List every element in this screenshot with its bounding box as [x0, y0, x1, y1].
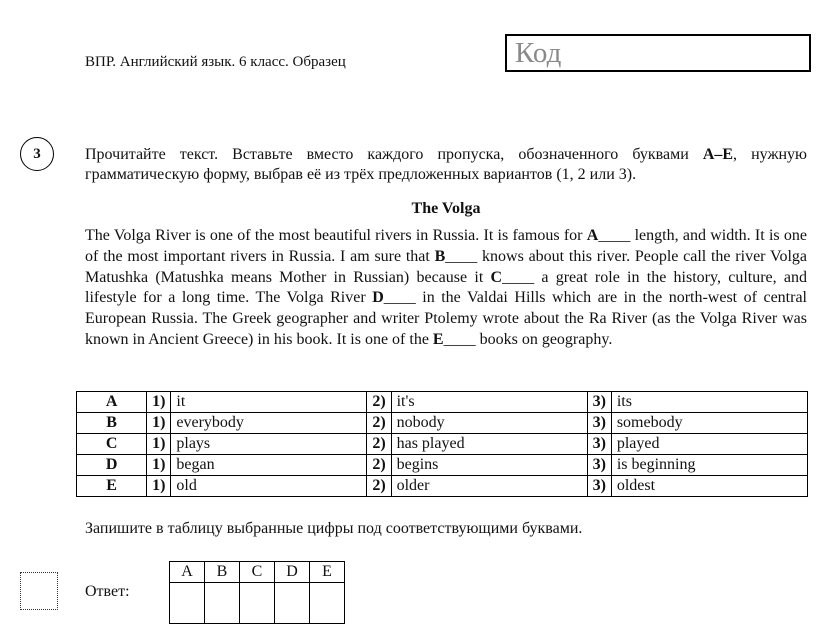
option-text: old [171, 476, 367, 497]
answer-label: Ответ: [85, 583, 130, 600]
gap-letter-b: B [434, 247, 446, 265]
option-number: 3) [587, 413, 611, 434]
option-number: 3) [587, 434, 611, 455]
option-text: played [611, 434, 807, 455]
answer-cell-a[interactable] [170, 583, 205, 624]
option-letter: B [77, 413, 147, 434]
option-number: 2) [367, 434, 391, 455]
option-number: 2) [367, 392, 391, 413]
option-letter: D [77, 455, 147, 476]
answer-grid-header [170, 562, 345, 583]
table-row [77, 434, 808, 455]
option-letter: E [77, 476, 147, 497]
instruction-text-start: Прочитайте текст. Вставьте вместо каждого пропуска, обозначенного буквами [85, 146, 703, 163]
option-text: it [171, 392, 367, 413]
code-field[interactable] [505, 34, 811, 72]
passage-segment: ____ a great role in the history, culture, and lifestyle for a long time. The Volga River [85, 268, 807, 307]
option-number: 1) [147, 392, 171, 413]
answer-cell-b[interactable] [205, 583, 240, 624]
option-text: somebody [611, 413, 807, 434]
options-table [76, 391, 808, 497]
passage-title: The Volga [411, 200, 481, 217]
option-number: 3) [587, 476, 611, 497]
option-number: 2) [367, 455, 391, 476]
option-text: plays [171, 434, 367, 455]
option-letter: A [77, 392, 147, 413]
answer-cell-c[interactable] [240, 583, 275, 624]
gap-letter-d: D [372, 289, 384, 307]
option-number: 1) [147, 476, 171, 497]
table-row [77, 413, 808, 434]
answer-cell-d[interactable] [275, 583, 310, 624]
option-number: 3) [587, 455, 611, 476]
option-text: has played [391, 434, 587, 455]
answer-column-header: E [310, 562, 345, 583]
option-number: 3) [587, 392, 611, 413]
option-number: 2) [367, 476, 391, 497]
answer-column-header: D [275, 562, 310, 583]
passage-text [85, 226, 807, 351]
option-text: nobody [391, 413, 587, 434]
option-number: 1) [147, 413, 171, 434]
passage-segment: ____ in the Valdai Hills which are in the north-west of central European Russia. The Greek geographer and writer Ptolemy wrote about the Ra River (as the Volga River was known in Ancient Greece) in his book. It is one of the [85, 289, 808, 348]
gap-letter-c: C [490, 268, 503, 286]
option-number: 1) [147, 455, 171, 476]
option-number: 2) [367, 413, 391, 434]
gap-letter-e: E [432, 330, 444, 348]
table-row [77, 392, 808, 413]
passage-segment: ____ length, and width. It is one of the most important rivers in Russia. I am sure that [85, 227, 807, 265]
table-row [77, 455, 808, 476]
answer-column-header: C [240, 562, 275, 583]
option-text: began [171, 455, 367, 476]
score-box [20, 572, 58, 610]
instruction-text-end: , нужную грамматическую форму, выбрав её из трёх предложенных вариантов (1, 2 или 3). [85, 146, 808, 183]
answer-column-header: A [170, 562, 205, 583]
task-number-badge: 3 [20, 137, 54, 171]
option-text: is beginning [611, 455, 807, 476]
option-text: its [611, 392, 807, 413]
option-number: 1) [147, 434, 171, 455]
passage-segment: The Volga River is one of the most beautiful rivers in Russia. It is famous for [85, 227, 587, 244]
gap-letter-a: A [586, 227, 599, 244]
answer-grid [169, 561, 345, 624]
passage-segment: ____ knows about this river. People call the river Volga Matushka (Matushka means Mother in Russian) because it [85, 247, 808, 286]
option-text: older [391, 476, 587, 497]
instruction-letters: A–E [702, 146, 734, 163]
option-text: it's [391, 392, 587, 413]
option-text: everybody [171, 413, 367, 434]
answer-column-header: B [205, 562, 240, 583]
option-text: oldest [611, 476, 807, 497]
code-label: Код [515, 37, 562, 69]
table-row [77, 476, 808, 497]
option-letter: C [77, 434, 147, 455]
option-text: begins [391, 455, 587, 476]
page-header-title: ВПР. Английский язык. 6 класс. Образец [85, 54, 346, 70]
answer-instruction: Запишите в таблицу выбранные цифры под соответствующими буквами. [85, 520, 583, 537]
task-instruction [85, 145, 807, 185]
answer-row [170, 583, 345, 624]
passage-segment: ____ books on geography. [443, 330, 613, 348]
answer-cell-e[interactable] [310, 583, 345, 624]
